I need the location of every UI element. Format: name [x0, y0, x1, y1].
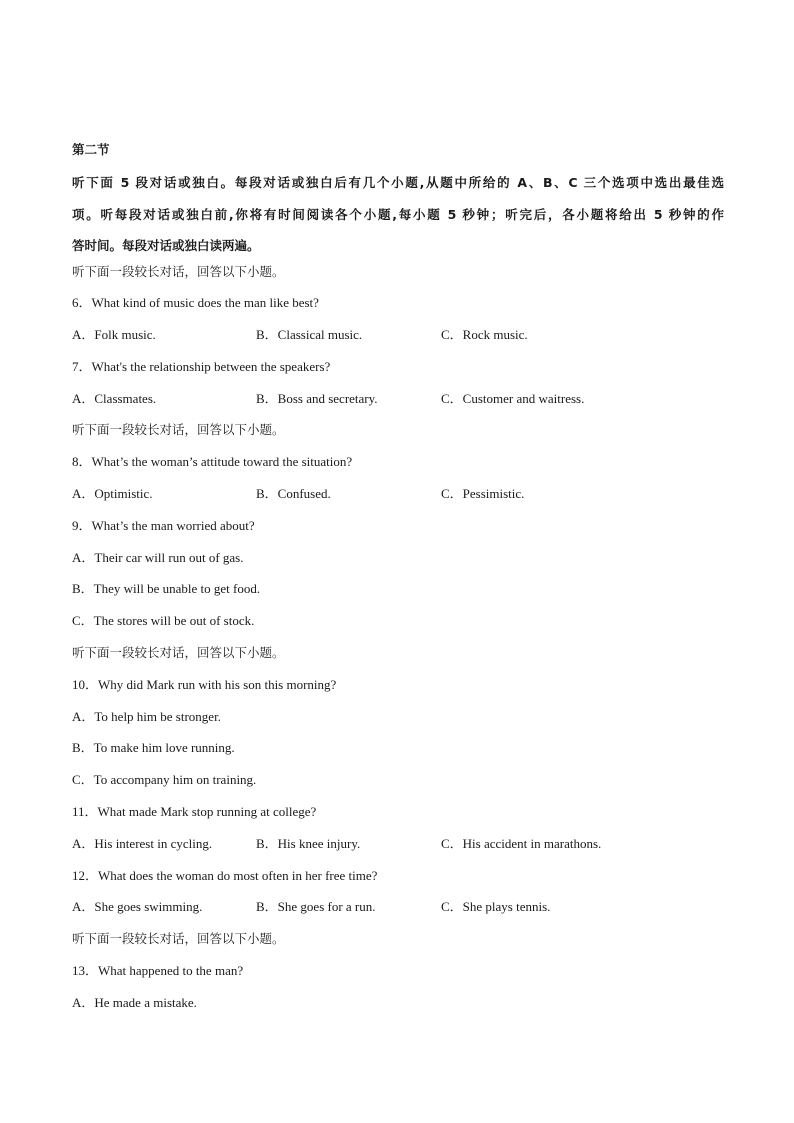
question-7-options — [72, 389, 724, 409]
question-13-option-a[interactable]: A．He made a mistake. — [72, 994, 197, 1010]
question-10-stem: 10．Why did Mark run with his son this morning? — [72, 676, 337, 692]
question-12-options — [72, 897, 724, 917]
question-13-stem: 13．What happened to the man? — [72, 963, 244, 979]
question-10-option-b[interactable]: B．To make him love running. — [72, 740, 235, 756]
question-9-option-a[interactable]: A．Their car will run out of gas. — [72, 549, 244, 565]
question-11-stem: 11．What made Mark stop running at college? — [72, 804, 317, 820]
question-8-stem: 8．What’s the woman’s attitude toward the situation? — [72, 454, 353, 470]
question-12-option-a[interactable]: A．She goes swimming. — [72, 899, 203, 915]
question-7-option-c[interactable]: C．Customer and waitress. — [441, 390, 585, 406]
question-10-option-c[interactable]: C．To accompany him on training. — [72, 772, 257, 788]
dialogue-prompt: 听下面一段较长对话，回答以下小题。 — [72, 263, 285, 279]
question-8-option-b[interactable]: B．Confused. — [256, 486, 331, 502]
question-9-option-b[interactable]: B．They will be unable to get food. — [72, 581, 261, 597]
question-6-stem: 6．What kind of music does the man like best? — [72, 295, 319, 311]
question-12-option-c[interactable]: C．She plays tennis. — [441, 899, 551, 915]
question-8-option-a[interactable]: A．Optimistic. — [72, 486, 153, 502]
question-11-option-b[interactable]: B．His knee injury. — [256, 835, 361, 851]
instructions-line-3: 答时间。每段对话或独白读两遍。 — [72, 238, 260, 253]
question-6-option-b[interactable]: B．Classical music. — [256, 327, 363, 343]
question-11-options — [72, 834, 724, 854]
question-11-option-c[interactable]: C．His accident in marathons. — [441, 835, 602, 851]
section-instructions — [72, 167, 724, 262]
question-11-option-a[interactable]: A．His interest in cycling. — [72, 835, 213, 851]
question-9-option-c[interactable]: C．The stores will be out of stock. — [72, 613, 255, 629]
exam-page — [72, 140, 724, 1025]
question-12-option-b[interactable]: B．She goes for a run. — [256, 899, 376, 915]
question-7-stem: 7．What's the relationship between the speakers? — [72, 358, 331, 374]
question-12-stem: 12．What does the woman do most often in her free time? — [72, 867, 378, 883]
question-6-option-a[interactable]: A．Folk music. — [72, 327, 156, 343]
question-6-options — [72, 325, 724, 345]
dialogue-prompt: 听下面一段较长对话，回答以下小题。 — [72, 645, 285, 661]
instructions-line-1: 听下面 5 段对话或独白。每段对话或独白后有几个小题,从题中所给的 A、B、C 三个选项中选出最佳选 — [72, 175, 724, 190]
question-7-option-b[interactable]: B．Boss and secretary. — [256, 390, 378, 406]
section-title: 第二节 — [72, 142, 110, 157]
instructions-line-2: 项。听每段对话或独白前,你将有时间阅读各个小题,每小题 5 秒钟；听完后，各小题将给出 5 秒钟的作 — [72, 206, 724, 222]
question-7-option-a[interactable]: A．Classmates. — [72, 390, 157, 406]
question-10-option-a[interactable]: A．To help him be stronger. — [72, 708, 221, 724]
question-8-options — [72, 484, 724, 504]
question-8-option-c[interactable]: C．Pessimistic. — [441, 486, 525, 502]
dialogue-prompt: 听下面一段较长对话，回答以下小题。 — [72, 422, 285, 438]
question-6-option-c[interactable]: C．Rock music. — [441, 327, 528, 343]
question-9-stem: 9．What’s the man worried about? — [72, 517, 255, 533]
dialogue-prompt: 听下面一段较长对话，回答以下小题。 — [72, 931, 285, 947]
